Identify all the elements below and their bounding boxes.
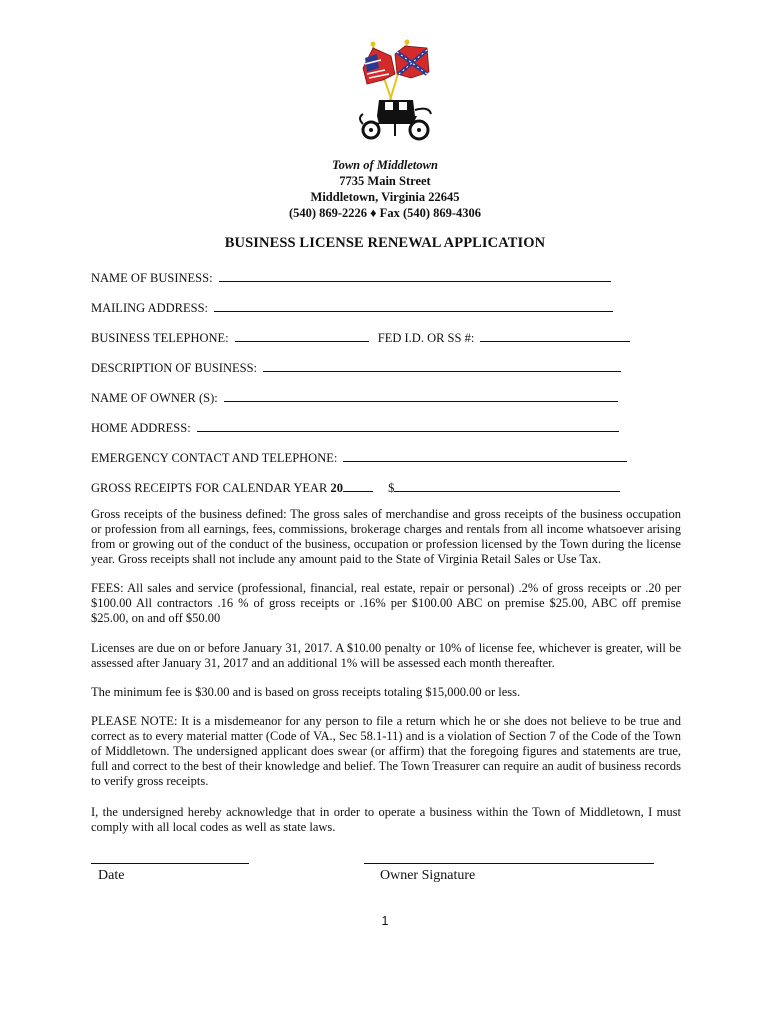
business-telephone-label: BUSINESS TELEPHONE:: [91, 331, 229, 345]
description-input[interactable]: [263, 358, 621, 372]
form-title: BUSINESS LICENSE RENEWAL APPLICATION: [224, 235, 546, 251]
business-telephone-row: [91, 328, 630, 346]
owner-input[interactable]: [224, 388, 618, 402]
gross-receipts-definition: Gross receipts of the business defined: The gross sales of merchandise and gross receipts of the business occupation or profession from all earnings, fees, commissions, brokerage charges and rentals from all income whatsoever arising from or growing out of the conduct of the business, occupation or profession licensed by the Town during the license year. Gross receipts shall not include any amount paid to the State of Virginia Retail Sales or Use Tax.: [91, 507, 681, 566]
acknowledgement-paragraph: I, the undersigned hereby acknowledge that in order to operate a business within the Town of Middletown, I must comply with all local codes as well as state laws.: [91, 805, 681, 834]
fed-id-label: FED I.D. OR SS #:: [377, 331, 475, 345]
gross-receipts-year-prefix: 20: [330, 481, 344, 495]
gross-receipts-label: GROSS RECEIPTS FOR CALENDAR YEAR: [91, 481, 328, 495]
home-address-input[interactable]: [197, 418, 619, 432]
fees-paragraph: FEES: All sales and service (professional, financial, real estate, repair or personal) .2% of gross receipts or .20 per $100.00 All contractors .16 % of gross receipts or .16% per $100.00 ABC on premise $25.00, ABC off premise $25.00, on and off $50.00: [91, 581, 681, 625]
minimum-fee-paragraph: The minimum fee is $30.00 and is based on gross receipts totaling $15,000.00 or less.: [91, 685, 521, 699]
town-phone: (540) 869-2226 ♦ Fax (540) 869-4306: [288, 206, 482, 220]
emergency-contact-input[interactable]: [343, 448, 627, 462]
fed-id-input[interactable]: [480, 328, 630, 342]
description-row: [91, 358, 621, 376]
owner-signature-label: Owner Signature: [380, 868, 476, 883]
gross-receipts-amount-input[interactable]: [394, 478, 620, 492]
description-label: DESCRIPTION OF BUSINESS:: [91, 361, 258, 375]
name-of-business-input[interactable]: [219, 268, 611, 282]
owner-row: [91, 388, 618, 406]
dollar-sign: $: [388, 481, 395, 495]
flags-carriage-logo: [355, 38, 435, 148]
name-of-business-label: NAME OF BUSINESS:: [91, 271, 213, 285]
please-note-paragraph: PLEASE NOTE: It is a misdemeanor for any person to file a return which he or she does not believe to be true and correct as to every material matter (Code of VA., Sec 58.1-11) and is a violation of Section 7 of the Code of the Town of Middletown. The undersigned applicant does swear (or affirm) that the foregoing figures and statements are true, full and correct to the best of their knowledge and belief. The Town Treasurer can require an audit of business records to verify gross receipts.: [91, 714, 681, 788]
mailing-address-row: [91, 298, 613, 316]
page-number: 1: [381, 914, 389, 928]
owner-label: NAME OF OWNER (S):: [91, 391, 218, 405]
emergency-contact-label: EMERGENCY CONTACT AND TELEPHONE:: [91, 451, 338, 465]
town-city: Middletown, Virginia 22645: [310, 190, 460, 204]
owner-signature-line[interactable]: [364, 863, 654, 864]
town-header: [0, 157, 770, 221]
emergency-contact-row: [91, 448, 627, 466]
town-name: Town of Middletown: [332, 158, 438, 172]
due-date-paragraph: Licenses are due on or before January 31, 2017. A $10.00 penalty or 10% of license fee, whichever is greater, will be assessed after January 31, 2017 and an additional 1% will be assessed each month thereafter.: [91, 641, 681, 670]
gross-receipts-year-input[interactable]: [343, 478, 373, 492]
date-signature-line[interactable]: [91, 863, 249, 864]
home-address-label: HOME ADDRESS:: [91, 421, 191, 435]
home-address-row: [91, 418, 619, 436]
name-of-business-row: [91, 268, 611, 286]
town-street: 7735 Main Street: [339, 174, 431, 188]
mailing-address-label: MAILING ADDRESS:: [91, 301, 209, 315]
mailing-address-input[interactable]: [214, 298, 613, 312]
date-label: Date: [98, 868, 125, 883]
business-telephone-input[interactable]: [235, 328, 369, 342]
gross-receipts-row: [91, 478, 620, 496]
